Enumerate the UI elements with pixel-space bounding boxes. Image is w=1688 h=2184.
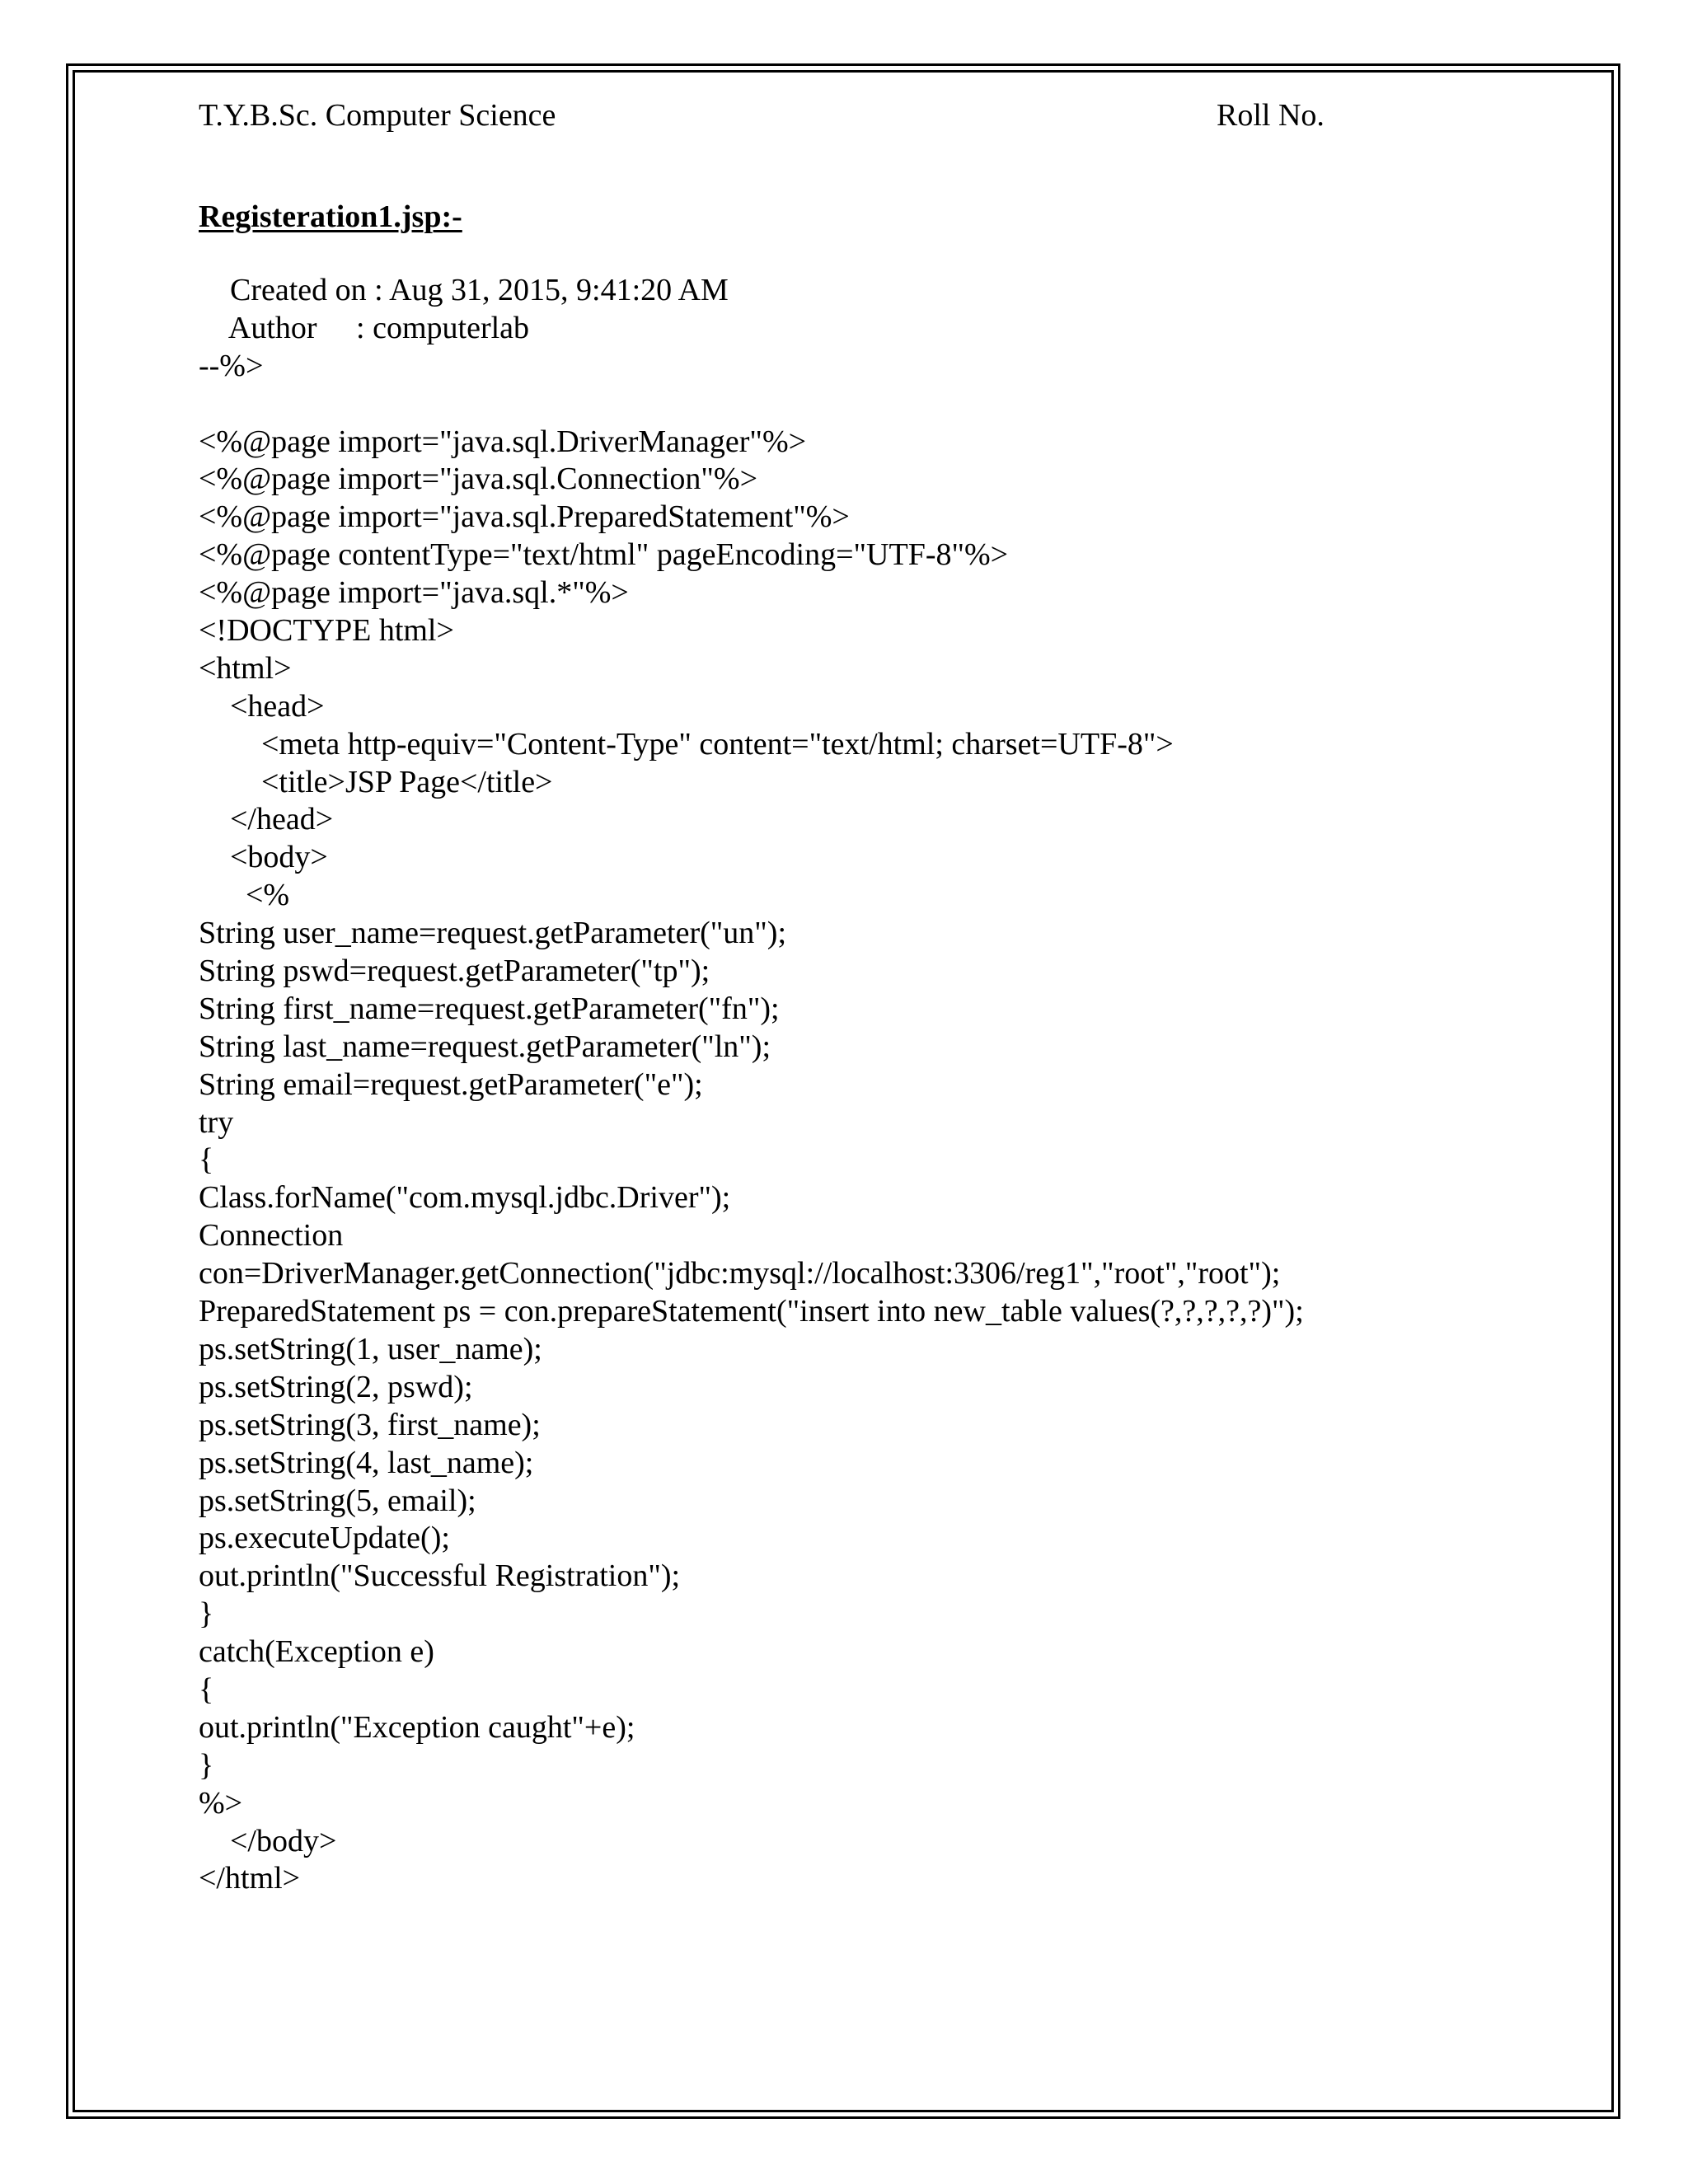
code-line: --%> [199, 348, 264, 383]
code-line: %> [199, 1785, 243, 1821]
code-line: ps.executeUpdate(); [199, 1521, 450, 1556]
code-line: <%@page contentType="text/html" pageEncoding="UTF-8"%> [199, 537, 1009, 573]
code-line: String first_name=request.getParameter("fn"); [199, 991, 780, 1026]
course-heading: T.Y.B.Sc. Computer Science [199, 98, 556, 133]
code-line: } [199, 1596, 214, 1632]
file-title: Registeration1.jsp:- [199, 199, 462, 234]
code-line: <%@page import="java.sql.Connection"%> [199, 462, 758, 497]
code-line: out.println("Successful Registration"); [199, 1558, 681, 1594]
code-line: PreparedStatement ps = con.prepareStatement("insert into new_table values(?,?,?,?,?)"); [199, 1294, 1304, 1329]
code-line: ps.setString(1, user_name); [199, 1331, 542, 1366]
code-line: Created on : Aug 31, 2015, 9:41:20 AM [199, 273, 729, 307]
code-line: <html> [199, 650, 292, 686]
code-line: </html> [199, 1861, 301, 1896]
code-line: <head> [199, 688, 325, 724]
code-line: <body> [199, 840, 328, 875]
code-line: con=DriverManager.getConnection("jdbc:mysql://localhost:3306/reg1","root","root"); [199, 1256, 1281, 1291]
code-line: </head> [199, 802, 334, 837]
code-line: <!DOCTYPE html> [199, 613, 454, 649]
code-line: <%@page import="java.sql.PreparedStatement"%> [199, 499, 850, 535]
code-line: { [199, 1142, 214, 1178]
code-line: <title>JSP Page</title> [199, 764, 553, 799]
code-line [199, 386, 1304, 424]
code-line: } [199, 1747, 214, 1783]
code-line: <meta http-equiv="Content-Type" content="text/html; charset=UTF-8"> [199, 726, 1174, 762]
code-line: String last_name=request.getParameter("ln"); [199, 1029, 771, 1064]
code-line: String user_name=request.getParameter("un"); [199, 916, 787, 951]
code-line: Class.forName("com.mysql.jdbc.Driver"); [199, 1180, 731, 1216]
code-line: Connection [199, 1218, 344, 1254]
code-line: ps.setString(4, last_name); [199, 1445, 534, 1480]
code-line: Author : computerlab [199, 310, 530, 345]
code-line: </body> [199, 1823, 337, 1858]
code-line: out.println("Exception caught"+e); [199, 1709, 635, 1745]
roll-number-label: Roll No. [1217, 98, 1325, 133]
code-line: ps.setString(3, first_name); [199, 1407, 541, 1442]
code-line: ps.setString(2, pswd); [199, 1369, 473, 1404]
code-line: <%@page import="java.sql.*"%> [199, 575, 629, 611]
code-line: { [199, 1671, 214, 1707]
code-line: String email=request.getParameter("e"); [199, 1066, 703, 1102]
code-line: String pswd=request.getParameter("tp"); [199, 954, 710, 989]
code-line: ps.setString(5, email); [199, 1483, 476, 1518]
code-line: catch(Exception e) [199, 1634, 434, 1670]
code-line: <% [199, 878, 290, 913]
code-line: try [199, 1104, 234, 1140]
code-line: <%@page import="java.sql.DriverManager"%> [199, 424, 807, 459]
code-listing [199, 272, 1304, 1898]
